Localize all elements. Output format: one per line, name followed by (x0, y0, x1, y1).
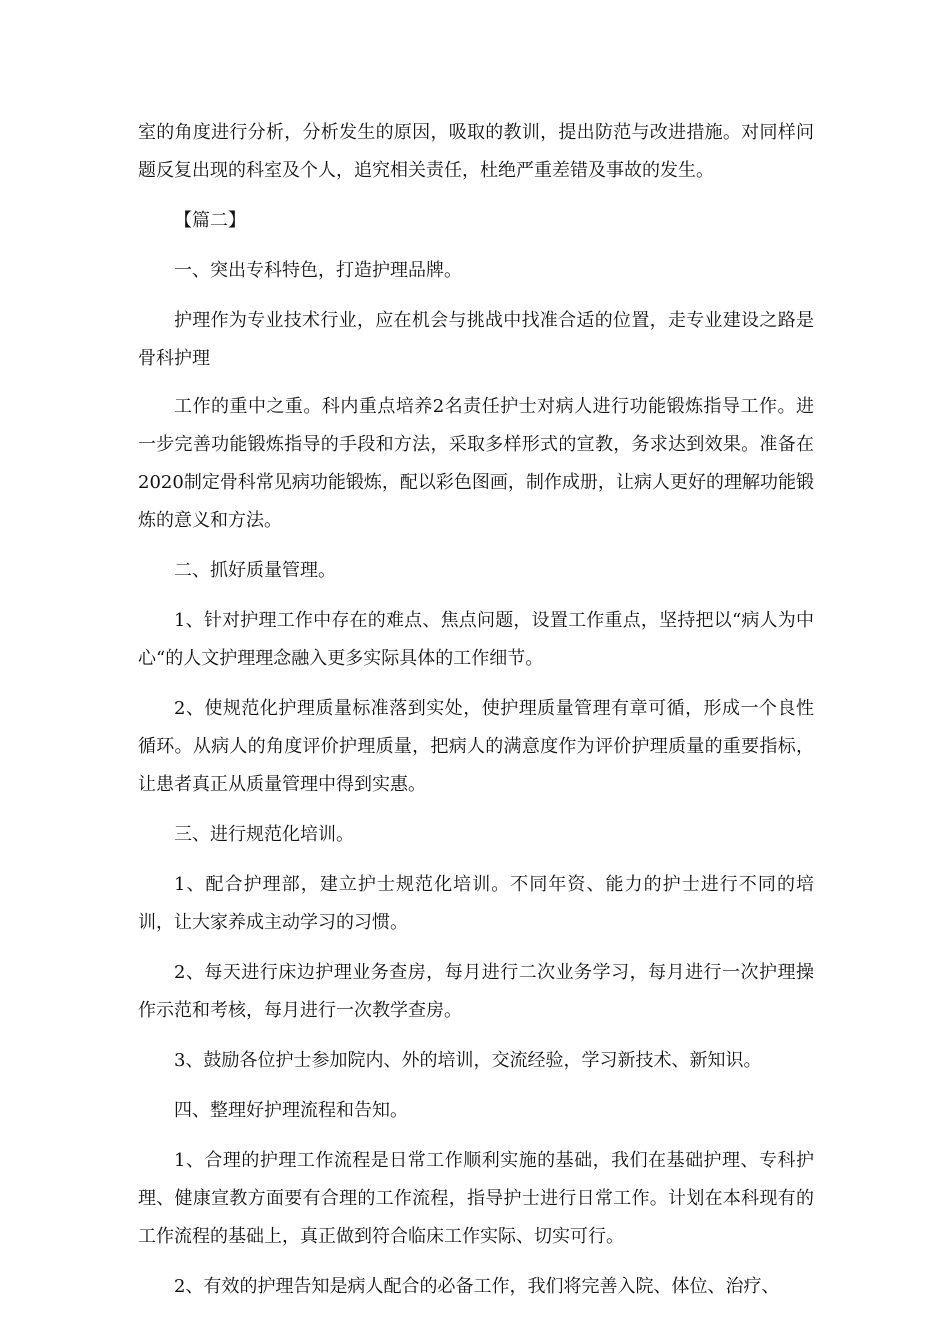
section-heading-2: 二、抓好质量管理。 (174, 560, 336, 581)
list-item: 2、每天进行床边护理业务查房，每月进行二次业务学习，每月进行一次护理操作示范和考核，每月进行一次教学查房。 (138, 962, 814, 1021)
section-heading-3: 三、进行规范化培训。 (174, 824, 354, 845)
section-heading-1: 一、突出专科特色，打造护理品牌。 (174, 260, 462, 281)
list-item: 2、使规范化护理质量标准落到实处，使护理质量管理有章可循，形成一个良性循环。从病人的角度评价护理质量，把病人的满意度作为评价护理质量的重要指标，让患者真正从质量管理中得到实惠。 (138, 698, 814, 795)
document-body (138, 114, 814, 1318)
list-item: 1、配合护理部，建立护士规范化培训。不同年资、能力的护士进行不同的培训，让大家养成主动学习的习惯。 (138, 874, 814, 933)
list-item: 2、有效的护理告知是病人配合的必备工作，我们将完善入院、体位、治疗、 (174, 1276, 780, 1297)
list-item: 3、鼓励各位护士参加院内、外的培训，交流经验，学习新技术、新知识。 (174, 1050, 762, 1071)
paragraph: 工作的重中之重。科内重点培养2名责任护士对病人进行功能锻炼指导工作。进一步完善功能锻炼指导的手段和方法，采取多样形式的宣教，务求达到效果。准备在2020制定骨科常见病功能锻炼，配以彩色图画，制作成册，让病人更好的理解功能锻炼的意义和方法。 (138, 396, 814, 531)
paragraph-continuation: 室的角度进行分析，分析发生的原因，吸取的教训，提出防范与改进措施。对同样问题反复出现的科室及个人，追究相关责任，杜绝严重差错及事故的发生。 (138, 122, 814, 181)
section-heading-4: 四、整理好护理流程和告知。 (174, 1100, 408, 1121)
list-item: 1、合理的护理工作流程是日常工作顺利实施的基础，我们在基础护理、专科护理、健康宣教方面要有合理的工作流程，指导护士进行日常工作。计划在本科现有的工作流程的基础上，真正做到符合临床工作实际、切实可行。 (138, 1150, 814, 1247)
list-item: 1、针对护理工作中存在的难点、焦点问题，设置工作重点，坚持把以“病人为中心“的人文护理理念融入更多实际具体的工作细节。 (138, 610, 814, 669)
section-heading-part-two: 【篇二】 (174, 210, 246, 231)
paragraph: 护理作为专业技术行业，应在机会与挑战中找准合适的位置，走专业建设之路是骨科护理 (138, 310, 814, 369)
